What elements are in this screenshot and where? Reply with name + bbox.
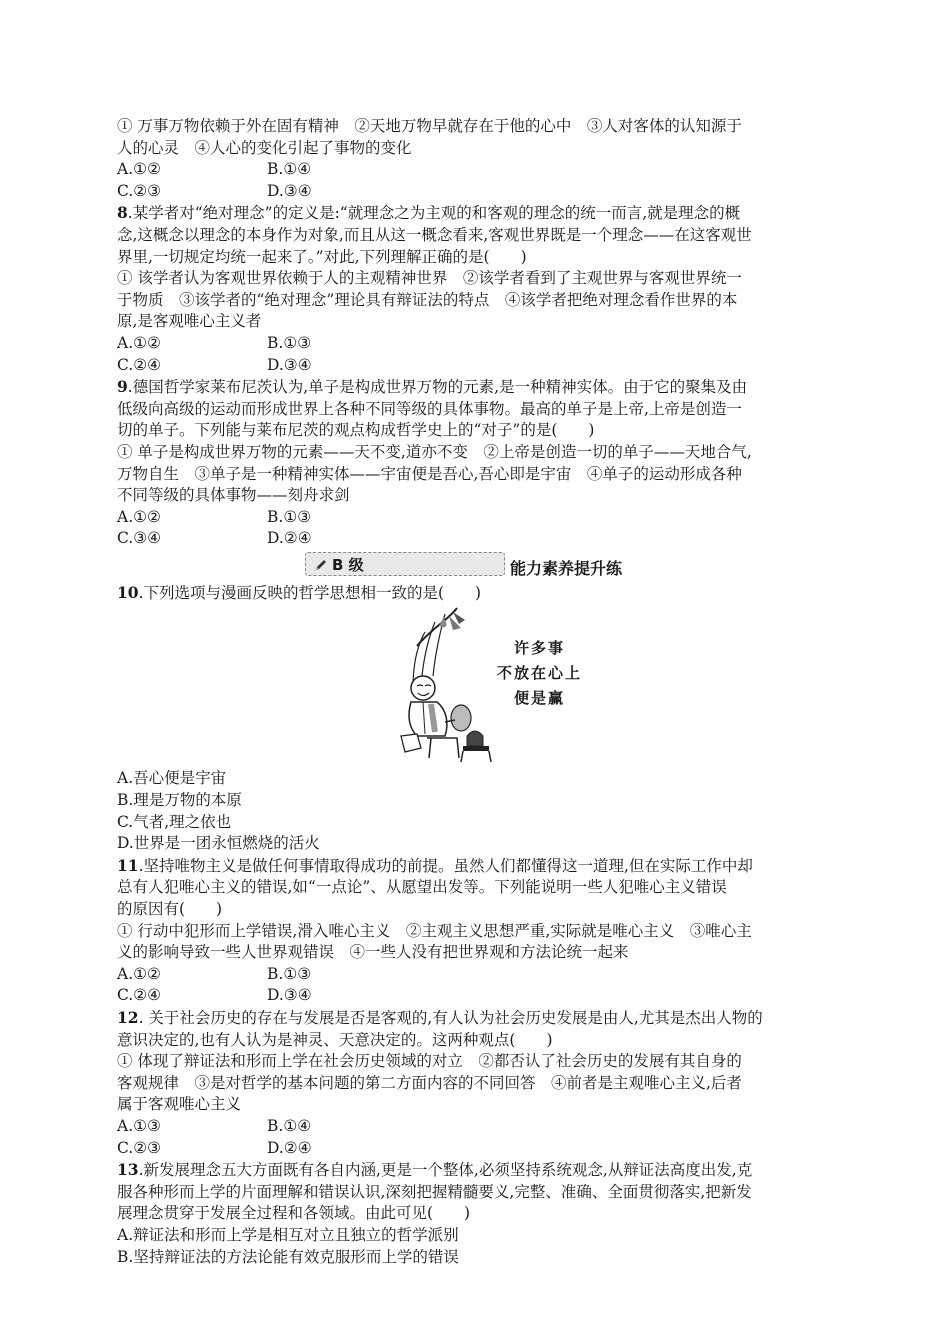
q10-choice-c[interactable]: C.气者,理之依也: [117, 812, 232, 831]
q7-choices-row-2: [117, 181, 837, 203]
q13-stem-text-1: .新发展理念五大方面既有各自内涵,更是一个整体,必须坚持系统观念,从辩证法高度出发,克: [138, 1161, 753, 1180]
q8-options-line-3: 原,是客观唯心主义者: [117, 312, 262, 331]
q11-options-line-1: ① 行动中犯形而上学错误,滑入唯心主义 ②主观主义思想严重,实际就是唯心主义 ③唯心主: [117, 921, 752, 940]
q8-choices-row-2: [117, 355, 837, 377]
q8-stem-line-3: 界里,一切规定均统一起来了。”对此,下列理解正确的是( ): [117, 247, 527, 266]
cartoon-caption-line-1: 许多事: [514, 639, 566, 658]
q12-number: 12: [117, 1008, 139, 1027]
cartoon-figure: [117, 606, 837, 764]
q9-stem-line-1: [117, 376, 837, 399]
q8-choice-a[interactable]: A.①②: [117, 333, 161, 352]
q11-choices-row-2: [117, 985, 837, 1007]
q12-stem-line-2: 意识决定的,也有人认为是神灵、天意决定的。这两种观点( ): [117, 1030, 553, 1049]
q9-options-line-2: 万物自生 ③单子是一种精神实体——宇宙便是吾心,吾心即是宇宙 ④单子的运动形成各种: [117, 464, 742, 483]
q12-choices-row-1: [117, 1116, 837, 1138]
q11-choice-b[interactable]: B.①③: [267, 964, 312, 983]
q9-choice-b[interactable]: B.①③: [267, 507, 312, 526]
q9-choices-row-1: [117, 507, 837, 529]
q8-choice-d[interactable]: D.③④: [267, 355, 312, 374]
cartoon-caption-line-3: 便是赢: [514, 689, 566, 708]
cartoon-caption: [497, 636, 582, 711]
q11-choices-row-1: [117, 964, 837, 986]
q8-stem-line-2: 念,这概念以理念的本身作为对象,而且从这一概念看来,客观世界既是一个理念——在这客观世: [117, 225, 752, 244]
q10-choice-d[interactable]: D.世界是一团永恒燃烧的活火: [117, 834, 320, 853]
q12-options-line-3: 属于客观唯心主义: [117, 1095, 242, 1114]
q8-stem-line-1: [117, 202, 837, 225]
q9-stem-line-2: 低级向高级的运动而形成世界上各种不同等级的具体事物。最高的单子是上帝,上帝是创造一: [117, 399, 742, 418]
q8-stem-text-1: .某学者对“绝对理念”的定义是:“就理念之为主观的和客观的理念的统一而言,就是理念的概: [127, 204, 741, 223]
q7-options-line-2: 人的心灵 ④人心的变化引起了事物的变化: [117, 138, 412, 157]
q12-choices-row-2: [117, 1138, 837, 1160]
q8-number: 8: [117, 203, 128, 223]
section-level-box: [305, 552, 505, 576]
q13-stem-line-3: 展理念贯穿于发展全过程和各领域。由此可见( ): [117, 1204, 471, 1223]
q7-choice-a[interactable]: A.①②: [117, 160, 161, 179]
q7-choice-c[interactable]: C.②③: [117, 181, 162, 200]
q7-choice-b[interactable]: B.①④: [267, 160, 312, 179]
q9-stem-text-1: .德国哲学家莱布尼茨认为,单子是构成世界万物的元素,是一种精神实体。由于它的聚集及由: [127, 378, 748, 397]
q12-options-line-2: 客观规律 ③是对哲学的基本问题的第二方面内容的不同回答 ④前者是主观唯心主义,后者: [117, 1073, 742, 1092]
q12-options-line-1: ① 体现了辩证法和形而上学在社会历史领域的对立 ②都否认了社会历史的发展有其自身的: [117, 1052, 742, 1071]
pencil-icon: [314, 558, 328, 572]
q7-options-line-1: ① 万事万物依赖于外在固有精神 ②天地万物早就存在于他的心中 ③人对客体的认知源于: [117, 117, 742, 135]
q9-choice-d[interactable]: D.②④: [267, 529, 312, 548]
section-level: B 级: [332, 555, 364, 574]
q10-stem: [117, 582, 837, 605]
q8-options-line-1: ① 该学者认为客观世界依赖于人的主观精神世界 ②该学者看到了主观世界与客观世界统一: [117, 269, 742, 288]
q11-choice-d[interactable]: D.③④: [267, 986, 312, 1005]
q9-choices-row-2: [117, 528, 837, 550]
q13-choice-b[interactable]: B.坚持辩证法的方法论能有效克服形而上学的错误: [117, 1247, 459, 1266]
q7-choices-row-1: [117, 159, 837, 181]
q13-stem-line-1: [117, 1159, 837, 1182]
q8-choice-c[interactable]: C.②④: [117, 355, 162, 374]
q9-choice-c[interactable]: C.③④: [117, 529, 162, 548]
document-page: [117, 116, 837, 1268]
q11-stem-text-1: .坚持唯物主义是做任何事情取得成功的前提。虽然人们都懂得这一道理,但在实际工作中却: [138, 856, 753, 875]
q13-number: 13: [117, 1160, 139, 1180]
q13-stem-line-2: 服各种形而上学的片面理解和错误认识,深刻把握精髓要义,完整、准确、全面贯彻落实,把新发: [117, 1182, 752, 1201]
q12-choice-d[interactable]: D.②④: [267, 1138, 312, 1157]
q11-stem-line-1: [117, 855, 837, 878]
section-header: [117, 552, 837, 580]
q8-options-line-2: 于物质 ③该学者的“绝对理念”理论具有辩证法的特点 ④该学者把绝对理念看作世界的本: [117, 290, 738, 309]
q9-options-line-3: 不同等级的具体事物——刻舟求剑: [117, 486, 350, 505]
q8-choices-row-1: [117, 333, 837, 355]
q10-choice-b[interactable]: B.理是万物的本原: [117, 791, 242, 810]
q11-stem-line-2: 总有人犯唯心主义的错误,如“一点论”、从愿望出发等。下列能说明一些人犯唯心主义错误: [117, 878, 727, 897]
section-title: 能力素养提升练: [510, 558, 623, 578]
q9-stem-line-3: 切的单子。下列能与莱布尼茨的观点构成哲学史上的“对子”的是( ): [117, 421, 595, 440]
q11-options-line-2: 义的影响导致一些人世界观错误 ④一些人没有把世界观和方法论统一起来: [117, 943, 629, 962]
q9-choice-a[interactable]: A.①②: [117, 507, 161, 526]
q10-stem-text: .下列选项与漫画反映的哲学思想相一致的是( ): [138, 583, 482, 602]
q9-options-line-1: ① 单子是构成世界万物的元素——天不变,道亦不变 ②上帝是创造一切的单子——天地合气,: [117, 442, 752, 461]
q7-choice-d[interactable]: D.③④: [267, 181, 312, 200]
q9-number: 9: [117, 377, 128, 397]
q12-choice-a[interactable]: A.①③: [117, 1116, 161, 1135]
q11-stem-line-3: 的原因有( ): [117, 900, 223, 919]
q12-choice-b[interactable]: B.①④: [267, 1116, 312, 1135]
q12-stem-text-1: . 关于社会历史的存在与发展是否是客观的,有人认为社会历史发展是由人,尤其是杰出人物的: [138, 1009, 763, 1027]
q12-choice-c[interactable]: C.②③: [117, 1138, 162, 1157]
q11-choice-a[interactable]: A.①②: [117, 964, 161, 983]
cartoon-caption-line-2: 不放在心上: [497, 664, 583, 683]
q12-stem-line-1: [117, 1007, 837, 1030]
q8-choice-b[interactable]: B.①③: [267, 333, 312, 352]
q13-choice-a[interactable]: A.辩证法和形而上学是相互对立且独立的哲学派别: [117, 1225, 459, 1244]
q11-choice-c[interactable]: C.②④: [117, 986, 162, 1005]
cartoon-illustration: [387, 606, 497, 764]
q11-number: 11: [117, 855, 139, 875]
q10-choice-a[interactable]: A.吾心便是宇宙: [117, 769, 227, 788]
q10-number: 10: [117, 582, 139, 602]
